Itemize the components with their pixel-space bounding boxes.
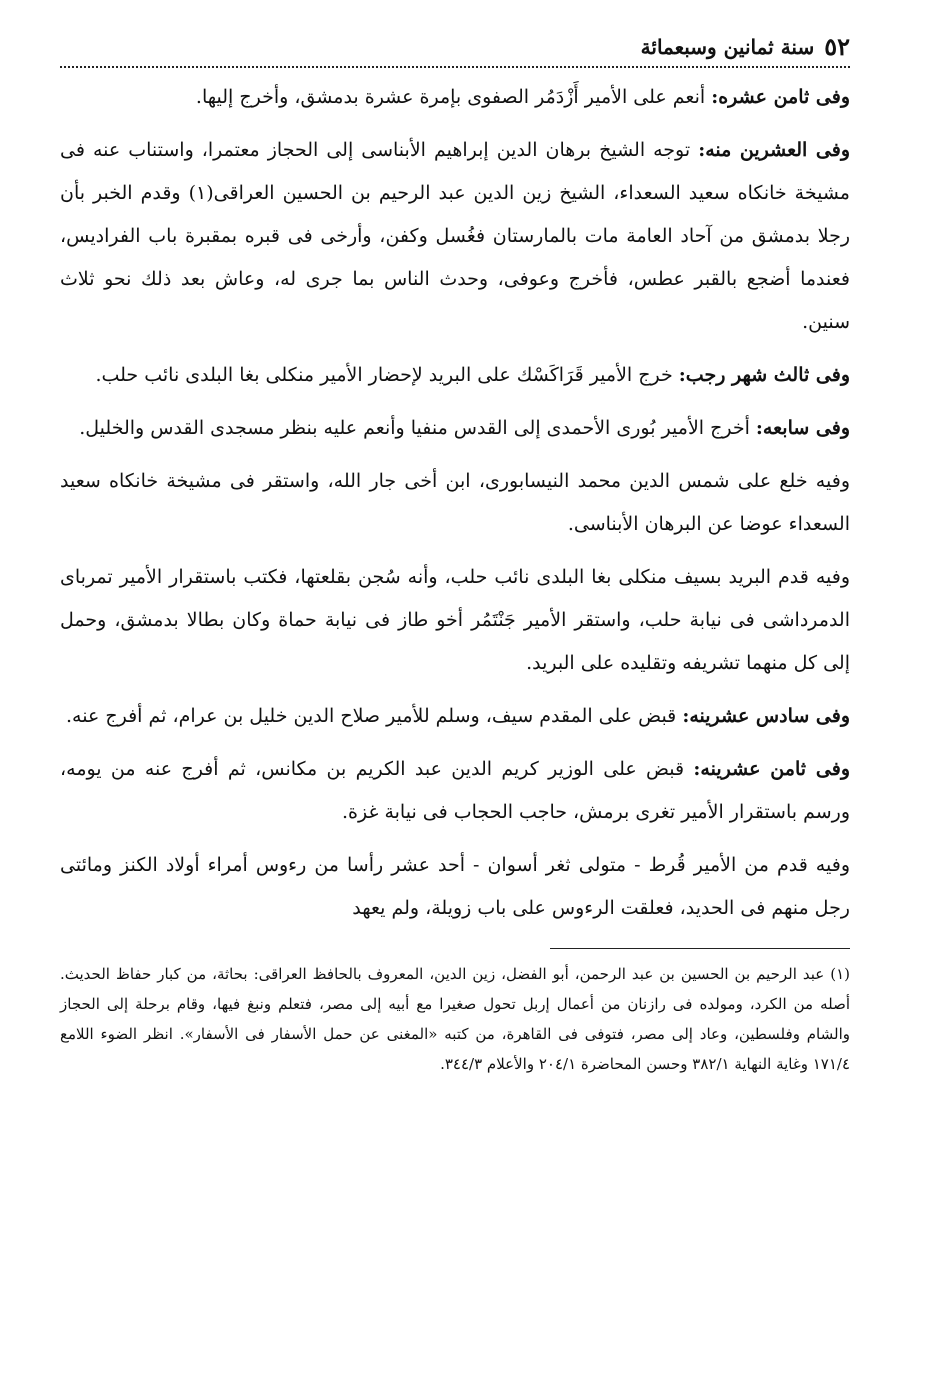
paragraph-text: قبض على المقدم سيف، وسلم للأمير صلاح الدين خليل بن عرام، ثم أفرج عنه. <box>66 705 683 727</box>
footnote-divider <box>550 948 850 949</box>
footnote: (١) عبد الرحيم بن الحسين بن عبد الرحمن، أبو الفضل، زين الدين، المعروف بالحافظ العراقى: بحاثة، من كبار حفاظ الحديث. أصله من الكرد، ومولده فى رازنان من أعمال إربل تحول صغيرا مع أبيه إلى مصر، فتعلم ونبغ فيها، وقام برحلة إلى الحجاز والشام وفلسطين، وعاد إلى مصر، فتوفى فى القاهرة، من كتبه «المغنى عن حمل الأسفار فى الأسفار». انظر الضوء اللامع ١٧١/٤ وغاية النهاية ٣٨٢/١ وحسن المحاضرة ٢٠٤/١ والأعلام ٣٤٤/٣. <box>60 965 850 1073</box>
paragraph-lead: وفى ثامن عشرينه: <box>693 758 850 780</box>
running-title: سنة ثمانين وسبعمائة <box>640 35 815 59</box>
paragraph-text: أنعم على الأمير أَزْدَمُر الصفوى بإمرة عشرة بدمشق، وأخرج إليها. <box>195 86 712 108</box>
page-header <box>60 30 850 68</box>
paragraph-text: توجه الشيخ برهان الدين إبراهيم الأبناسى إلى الحجاز معتمرا، واستناب عنه فى مشيخة خانكاه سعيد السعداء، الشيخ زين الدين عبد الرحيم بن الحسين العراقى(١) وقدم الخبر بأن رجلا بدمشق من آحاد العامة مات بالمارستان فغُسل وكفن، وأرخى فى قبره بمقبرة باب الفراديس، فعندما أضجع بالقبر عطس، فأخرج وعوفى، وحدث الناس بما جرى له، وعاش بعد ذلك نحو ثلاث سنين. <box>60 139 850 333</box>
page-number: ٥٢ <box>824 32 850 61</box>
paragraph <box>60 460 850 546</box>
paragraph-text: وفيه قدم من الأمير قُرط - متولى ثغر أسوان - أحد عشر رأسا من رءوس أمراء أولاد الكنز ومائتى رجل منهم فى الحديد، فعلقت الرءوس على باب زويلة، ولم يعهد <box>60 854 850 919</box>
paragraph-text: وفيه قدم البريد بسيف منكلى بغا البلدى نائب حلب، وأنه سُجن بقلعتها، فكتب باستقرار الأمير تمربای الدمرداشى فى نيابة حلب، واستقر الأمير جَنْتَمُر أخو طاز فى نيابة حماة وكان بطالا بدمشق، وحمل إلى كل منهما تشريفه وتقليده على البريد. <box>60 566 850 674</box>
paragraph-text: أخرج الأمير بُورى الأحمدى إلى القدس منفيا وأنعم عليه بنظر مسجدى القدس والخليل. <box>79 417 756 439</box>
paragraph-lead: وفى ثالث شهر رجب: <box>678 364 850 386</box>
paragraph <box>60 695 850 738</box>
paragraph <box>60 407 850 450</box>
paragraph <box>60 76 850 119</box>
paragraph <box>60 748 850 834</box>
paragraph <box>60 354 850 397</box>
paragraph <box>60 129 850 344</box>
paragraph <box>60 556 850 685</box>
paragraph-lead: وفى العشرين منه: <box>698 139 851 161</box>
paragraph <box>60 844 850 930</box>
paragraph-lead: وفى سابعه: <box>755 417 850 439</box>
paragraph-lead: وفى سادس عشرينه: <box>682 705 850 727</box>
paragraph-lead: وفى ثامن عشره: <box>711 86 850 108</box>
paragraph-text: قبض على الوزير كريم الدين عبد الكريم بن مكانس، ثم أفرج عنه من يومه، ورسم باستقرار الأمير تغرى برمش، حاجب الحجاب فى نيابة غزة. <box>60 758 850 823</box>
paragraph-text: خرج الأمير قَرَاكَسْك على البريد لإحضار الأمير منكلى بغا البلدى نائب حلب. <box>95 364 679 386</box>
book-page <box>60 30 850 1079</box>
paragraph-text: وفيه خلع على شمس الدين محمد النيسابورى، ابن أخى جار الله، واستقر فى مشيخة خانكاه سعيد السعداء عوضا عن البرهان الأبناسى. <box>60 470 850 535</box>
